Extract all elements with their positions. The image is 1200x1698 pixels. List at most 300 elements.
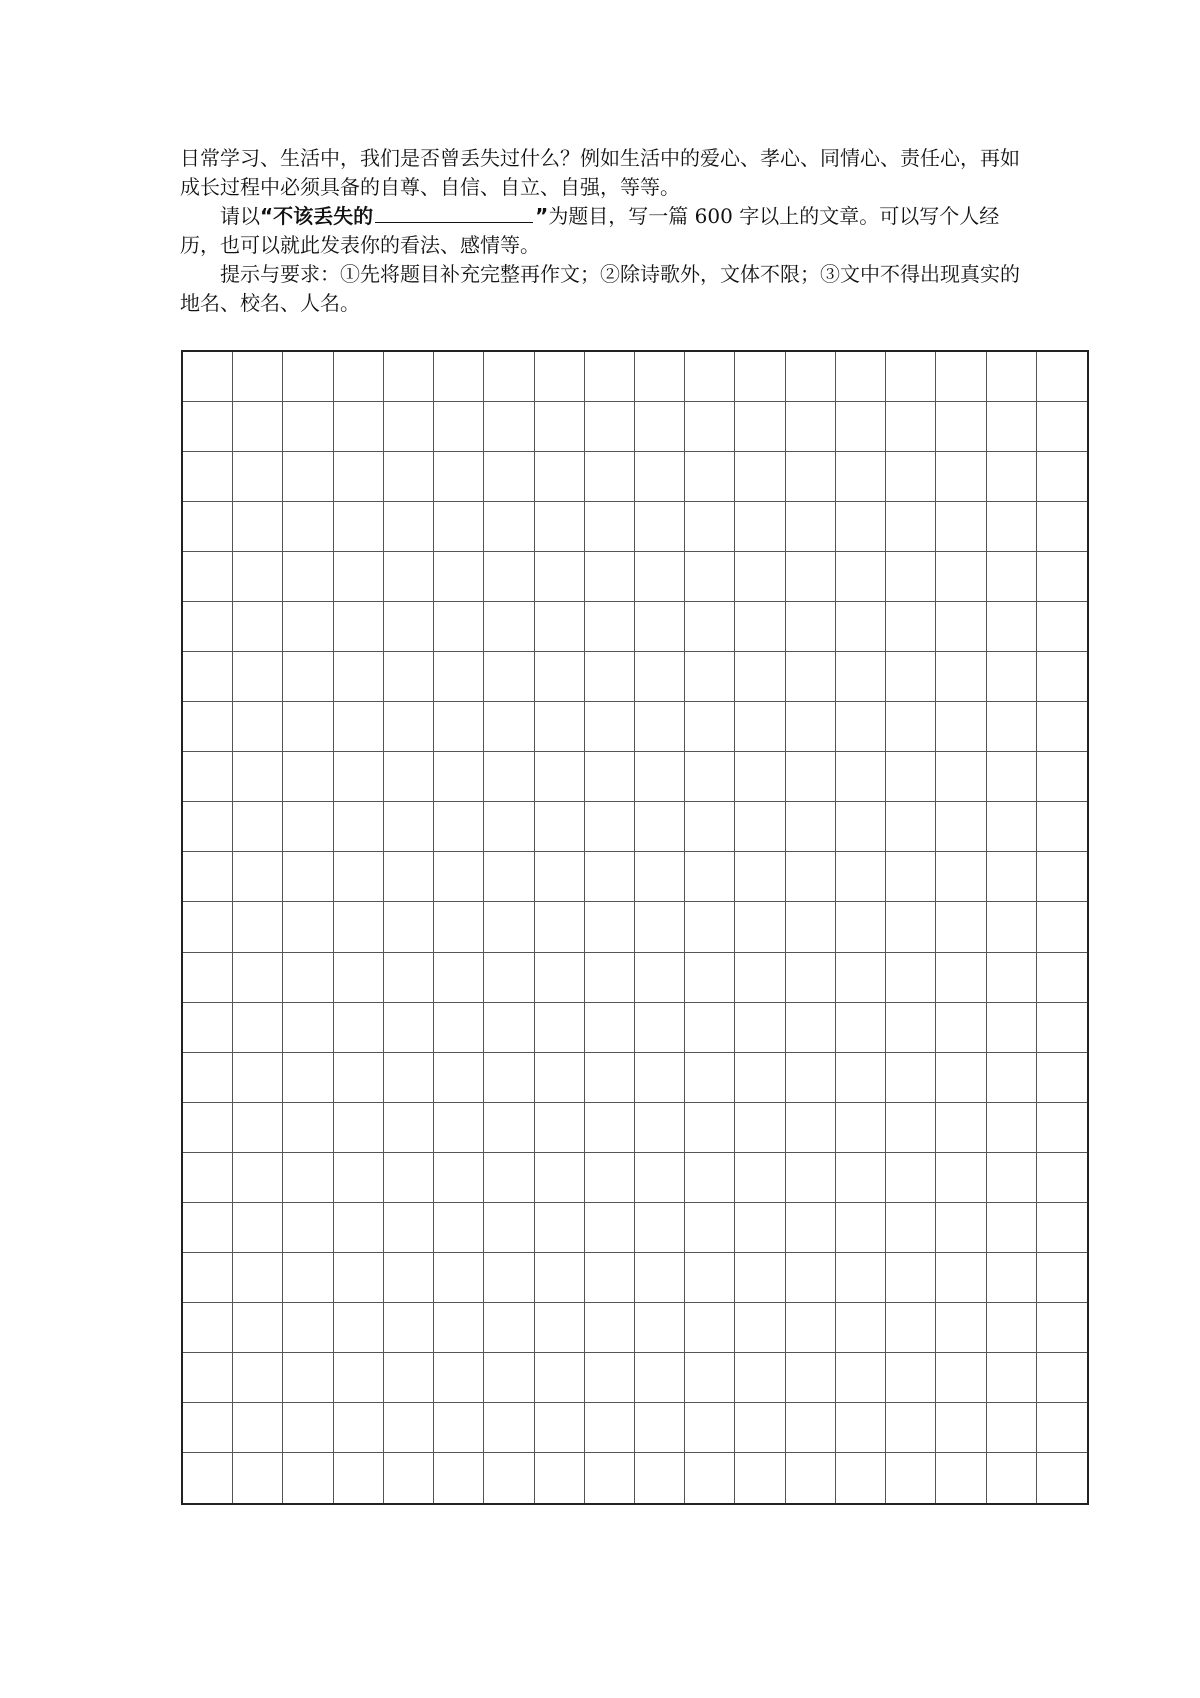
grid-cell[interactable] bbox=[685, 1453, 735, 1503]
grid-cell[interactable] bbox=[384, 552, 434, 602]
grid-cell[interactable] bbox=[283, 552, 333, 602]
grid-cell[interactable] bbox=[635, 552, 685, 602]
grid-cell[interactable] bbox=[836, 602, 886, 652]
grid-cell[interactable] bbox=[685, 953, 735, 1003]
grid-cell[interactable] bbox=[936, 1003, 986, 1053]
grid-cell[interactable] bbox=[585, 502, 635, 552]
grid-cell[interactable] bbox=[283, 1253, 333, 1303]
grid-cell[interactable] bbox=[786, 1053, 836, 1103]
grid-cell[interactable] bbox=[987, 452, 1037, 502]
grid-cell[interactable] bbox=[786, 1203, 836, 1253]
grid-cell[interactable] bbox=[987, 352, 1037, 402]
grid-cell[interactable] bbox=[334, 953, 384, 1003]
grid-cell[interactable] bbox=[535, 652, 585, 702]
grid-cell[interactable] bbox=[1037, 902, 1087, 952]
grid-cell[interactable] bbox=[434, 602, 484, 652]
grid-cell[interactable] bbox=[635, 1153, 685, 1203]
grid-cell[interactable] bbox=[233, 352, 283, 402]
grid-cell[interactable] bbox=[434, 652, 484, 702]
grid-cell[interactable] bbox=[886, 953, 936, 1003]
grid-cell[interactable] bbox=[384, 1353, 434, 1403]
grid-cell[interactable] bbox=[936, 802, 986, 852]
grid-cell[interactable] bbox=[685, 852, 735, 902]
grid-cell[interactable] bbox=[283, 1303, 333, 1353]
grid-cell[interactable] bbox=[585, 1003, 635, 1053]
grid-cell[interactable] bbox=[1037, 1203, 1087, 1253]
grid-cell[interactable] bbox=[334, 602, 384, 652]
grid-cell[interactable] bbox=[283, 1053, 333, 1103]
grid-cell[interactable] bbox=[685, 1203, 735, 1253]
grid-cell[interactable] bbox=[585, 1153, 635, 1203]
grid-cell[interactable] bbox=[183, 1253, 233, 1303]
grid-cell[interactable] bbox=[936, 1453, 986, 1503]
grid-cell[interactable] bbox=[886, 1003, 936, 1053]
grid-cell[interactable] bbox=[535, 1453, 585, 1503]
grid-cell[interactable] bbox=[585, 852, 635, 902]
grid-cell[interactable] bbox=[535, 502, 585, 552]
grid-cell[interactable] bbox=[936, 1403, 986, 1453]
grid-cell[interactable] bbox=[635, 452, 685, 502]
grid-cell[interactable] bbox=[786, 1253, 836, 1303]
grid-cell[interactable] bbox=[233, 1153, 283, 1203]
grid-cell[interactable] bbox=[535, 852, 585, 902]
grid-cell[interactable] bbox=[434, 1403, 484, 1453]
grid-cell[interactable] bbox=[1037, 1053, 1087, 1103]
grid-cell[interactable] bbox=[434, 1253, 484, 1303]
grid-cell[interactable] bbox=[384, 1053, 434, 1103]
grid-cell[interactable] bbox=[635, 1253, 685, 1303]
grid-cell[interactable] bbox=[1037, 552, 1087, 602]
grid-cell[interactable] bbox=[987, 1353, 1037, 1403]
grid-cell[interactable] bbox=[535, 552, 585, 602]
grid-cell[interactable] bbox=[334, 702, 384, 752]
grid-cell[interactable] bbox=[535, 1053, 585, 1103]
grid-cell[interactable] bbox=[635, 402, 685, 452]
grid-cell[interactable] bbox=[484, 702, 534, 752]
grid-cell[interactable] bbox=[635, 1103, 685, 1153]
grid-cell[interactable] bbox=[233, 1353, 283, 1403]
grid-cell[interactable] bbox=[685, 652, 735, 702]
grid-cell[interactable] bbox=[786, 402, 836, 452]
grid-cell[interactable] bbox=[283, 702, 333, 752]
grid-cell[interactable] bbox=[635, 1203, 685, 1253]
grid-cell[interactable] bbox=[535, 902, 585, 952]
grid-cell[interactable] bbox=[535, 1003, 585, 1053]
grid-cell[interactable] bbox=[434, 402, 484, 452]
grid-cell[interactable] bbox=[233, 602, 283, 652]
grid-cell[interactable] bbox=[283, 502, 333, 552]
grid-cell[interactable] bbox=[836, 452, 886, 502]
grid-cell[interactable] bbox=[484, 452, 534, 502]
grid-cell[interactable] bbox=[484, 352, 534, 402]
grid-cell[interactable] bbox=[886, 1403, 936, 1453]
grid-cell[interactable] bbox=[685, 902, 735, 952]
title-blank-line[interactable] bbox=[375, 204, 533, 223]
grid-cell[interactable] bbox=[635, 702, 685, 752]
grid-cell[interactable] bbox=[987, 1303, 1037, 1353]
grid-cell[interactable] bbox=[484, 1203, 534, 1253]
grid-cell[interactable] bbox=[886, 402, 936, 452]
grid-cell[interactable] bbox=[334, 502, 384, 552]
grid-cell[interactable] bbox=[434, 1103, 484, 1153]
grid-cell[interactable] bbox=[987, 1003, 1037, 1053]
grid-cell[interactable] bbox=[535, 1203, 585, 1253]
grid-cell[interactable] bbox=[183, 1303, 233, 1353]
grid-cell[interactable] bbox=[987, 953, 1037, 1003]
grid-cell[interactable] bbox=[334, 752, 384, 802]
grid-cell[interactable] bbox=[685, 702, 735, 752]
grid-cell[interactable] bbox=[735, 852, 785, 902]
grid-cell[interactable] bbox=[183, 602, 233, 652]
grid-cell[interactable] bbox=[786, 1003, 836, 1053]
grid-cell[interactable] bbox=[735, 953, 785, 1003]
grid-cell[interactable] bbox=[1037, 1103, 1087, 1153]
grid-cell[interactable] bbox=[1037, 502, 1087, 552]
grid-cell[interactable] bbox=[585, 602, 635, 652]
grid-cell[interactable] bbox=[484, 802, 534, 852]
grid-cell[interactable] bbox=[1037, 1353, 1087, 1403]
grid-cell[interactable] bbox=[886, 1103, 936, 1153]
grid-cell[interactable] bbox=[1037, 702, 1087, 752]
grid-cell[interactable] bbox=[183, 1403, 233, 1453]
grid-cell[interactable] bbox=[936, 352, 986, 402]
grid-cell[interactable] bbox=[786, 752, 836, 802]
grid-cell[interactable] bbox=[334, 552, 384, 602]
grid-cell[interactable] bbox=[886, 602, 936, 652]
grid-cell[interactable] bbox=[836, 902, 886, 952]
grid-cell[interactable] bbox=[786, 1303, 836, 1353]
grid-cell[interactable] bbox=[585, 902, 635, 952]
grid-cell[interactable] bbox=[635, 802, 685, 852]
grid-cell[interactable] bbox=[1037, 1453, 1087, 1503]
grid-cell[interactable] bbox=[484, 1153, 534, 1203]
grid-cell[interactable] bbox=[1037, 752, 1087, 802]
grid-cell[interactable] bbox=[384, 452, 434, 502]
grid-cell[interactable] bbox=[384, 702, 434, 752]
grid-cell[interactable] bbox=[535, 953, 585, 1003]
grid-cell[interactable] bbox=[484, 1403, 534, 1453]
grid-cell[interactable] bbox=[735, 402, 785, 452]
grid-cell[interactable] bbox=[735, 1353, 785, 1403]
grid-cell[interactable] bbox=[484, 902, 534, 952]
grid-cell[interactable] bbox=[233, 752, 283, 802]
grid-cell[interactable] bbox=[233, 953, 283, 1003]
grid-cell[interactable] bbox=[987, 502, 1037, 552]
grid-cell[interactable] bbox=[936, 1203, 986, 1253]
grid-cell[interactable] bbox=[585, 1453, 635, 1503]
grid-cell[interactable] bbox=[434, 902, 484, 952]
grid-cell[interactable] bbox=[886, 1053, 936, 1103]
grid-cell[interactable] bbox=[886, 502, 936, 552]
grid-cell[interactable] bbox=[434, 1003, 484, 1053]
grid-cell[interactable] bbox=[283, 1353, 333, 1403]
grid-cell[interactable] bbox=[585, 1203, 635, 1253]
grid-cell[interactable] bbox=[183, 502, 233, 552]
grid-cell[interactable] bbox=[786, 802, 836, 852]
grid-cell[interactable] bbox=[836, 802, 886, 852]
grid-cell[interactable] bbox=[384, 502, 434, 552]
grid-cell[interactable] bbox=[987, 852, 1037, 902]
grid-cell[interactable] bbox=[987, 1253, 1037, 1303]
grid-cell[interactable] bbox=[786, 1453, 836, 1503]
grid-cell[interactable] bbox=[334, 1453, 384, 1503]
grid-cell[interactable] bbox=[836, 1153, 886, 1203]
grid-cell[interactable] bbox=[233, 1253, 283, 1303]
grid-cell[interactable] bbox=[1037, 1003, 1087, 1053]
grid-cell[interactable] bbox=[735, 1253, 785, 1303]
grid-cell[interactable] bbox=[886, 1153, 936, 1203]
grid-cell[interactable] bbox=[233, 402, 283, 452]
grid-cell[interactable] bbox=[384, 802, 434, 852]
grid-cell[interactable] bbox=[384, 752, 434, 802]
grid-cell[interactable] bbox=[635, 1003, 685, 1053]
grid-cell[interactable] bbox=[585, 1103, 635, 1153]
grid-cell[interactable] bbox=[786, 552, 836, 602]
grid-cell[interactable] bbox=[283, 652, 333, 702]
grid-cell[interactable] bbox=[283, 1153, 333, 1203]
grid-cell[interactable] bbox=[233, 1403, 283, 1453]
grid-cell[interactable] bbox=[685, 502, 735, 552]
grid-cell[interactable] bbox=[1037, 1253, 1087, 1303]
grid-cell[interactable] bbox=[585, 1303, 635, 1353]
grid-cell[interactable] bbox=[886, 1303, 936, 1353]
grid-cell[interactable] bbox=[585, 652, 635, 702]
grid-cell[interactable] bbox=[786, 652, 836, 702]
grid-cell[interactable] bbox=[384, 902, 434, 952]
grid-cell[interactable] bbox=[283, 352, 333, 402]
grid-cell[interactable] bbox=[434, 502, 484, 552]
grid-cell[interactable] bbox=[987, 652, 1037, 702]
grid-cell[interactable] bbox=[585, 552, 635, 602]
grid-cell[interactable] bbox=[685, 1003, 735, 1053]
grid-cell[interactable] bbox=[735, 1153, 785, 1203]
grid-cell[interactable] bbox=[585, 802, 635, 852]
grid-cell[interactable] bbox=[183, 852, 233, 902]
grid-cell[interactable] bbox=[233, 1053, 283, 1103]
grid-cell[interactable] bbox=[434, 1303, 484, 1353]
grid-cell[interactable] bbox=[585, 752, 635, 802]
grid-cell[interactable] bbox=[836, 1453, 886, 1503]
grid-cell[interactable] bbox=[685, 1253, 735, 1303]
grid-cell[interactable] bbox=[283, 452, 333, 502]
grid-cell[interactable] bbox=[987, 1203, 1037, 1253]
grid-cell[interactable] bbox=[635, 502, 685, 552]
grid-cell[interactable] bbox=[283, 1403, 333, 1453]
grid-cell[interactable] bbox=[334, 1153, 384, 1203]
grid-cell[interactable] bbox=[183, 902, 233, 952]
grid-cell[interactable] bbox=[535, 352, 585, 402]
grid-cell[interactable] bbox=[685, 1153, 735, 1203]
grid-cell[interactable] bbox=[886, 652, 936, 702]
grid-cell[interactable] bbox=[183, 752, 233, 802]
grid-cell[interactable] bbox=[283, 852, 333, 902]
grid-cell[interactable] bbox=[334, 1253, 384, 1303]
grid-cell[interactable] bbox=[936, 1153, 986, 1203]
grid-cell[interactable] bbox=[384, 1003, 434, 1053]
grid-cell[interactable] bbox=[183, 1103, 233, 1153]
grid-cell[interactable] bbox=[1037, 402, 1087, 452]
grid-cell[interactable] bbox=[836, 953, 886, 1003]
grid-cell[interactable] bbox=[735, 552, 785, 602]
grid-cell[interactable] bbox=[685, 602, 735, 652]
grid-cell[interactable] bbox=[585, 953, 635, 1003]
grid-cell[interactable] bbox=[183, 1353, 233, 1403]
grid-cell[interactable] bbox=[283, 1003, 333, 1053]
grid-cell[interactable] bbox=[836, 1353, 886, 1403]
grid-cell[interactable] bbox=[635, 652, 685, 702]
grid-cell[interactable] bbox=[987, 1153, 1037, 1203]
grid-cell[interactable] bbox=[735, 802, 785, 852]
grid-cell[interactable] bbox=[484, 602, 534, 652]
grid-cell[interactable] bbox=[1037, 953, 1087, 1003]
grid-cell[interactable] bbox=[987, 1453, 1037, 1503]
grid-cell[interactable] bbox=[484, 1053, 534, 1103]
grid-cell[interactable] bbox=[434, 953, 484, 1003]
grid-cell[interactable] bbox=[535, 702, 585, 752]
grid-cell[interactable] bbox=[434, 352, 484, 402]
grid-cell[interactable] bbox=[334, 352, 384, 402]
grid-cell[interactable] bbox=[936, 502, 986, 552]
grid-cell[interactable] bbox=[936, 1303, 986, 1353]
grid-cell[interactable] bbox=[334, 1403, 384, 1453]
grid-cell[interactable] bbox=[535, 1353, 585, 1403]
grid-cell[interactable] bbox=[685, 1303, 735, 1353]
grid-cell[interactable] bbox=[585, 1353, 635, 1403]
grid-cell[interactable] bbox=[535, 1103, 585, 1153]
grid-cell[interactable] bbox=[535, 402, 585, 452]
grid-cell[interactable] bbox=[886, 1253, 936, 1303]
grid-cell[interactable] bbox=[334, 1203, 384, 1253]
grid-cell[interactable] bbox=[384, 1403, 434, 1453]
grid-cell[interactable] bbox=[936, 852, 986, 902]
grid-cell[interactable] bbox=[635, 1353, 685, 1403]
grid-cell[interactable] bbox=[384, 1253, 434, 1303]
grid-cell[interactable] bbox=[535, 802, 585, 852]
grid-cell[interactable] bbox=[434, 1353, 484, 1403]
grid-cell[interactable] bbox=[836, 1053, 886, 1103]
grid-cell[interactable] bbox=[685, 352, 735, 402]
grid-cell[interactable] bbox=[183, 452, 233, 502]
grid-cell[interactable] bbox=[786, 352, 836, 402]
grid-cell[interactable] bbox=[1037, 852, 1087, 902]
grid-cell[interactable] bbox=[283, 402, 333, 452]
grid-cell[interactable] bbox=[535, 1153, 585, 1203]
grid-cell[interactable] bbox=[886, 352, 936, 402]
grid-cell[interactable] bbox=[233, 652, 283, 702]
grid-cell[interactable] bbox=[233, 802, 283, 852]
grid-cell[interactable] bbox=[1037, 352, 1087, 402]
grid-cell[interactable] bbox=[1037, 452, 1087, 502]
grid-cell[interactable] bbox=[535, 602, 585, 652]
grid-cell[interactable] bbox=[535, 1253, 585, 1303]
grid-cell[interactable] bbox=[635, 1403, 685, 1453]
grid-cell[interactable] bbox=[735, 452, 785, 502]
grid-cell[interactable] bbox=[1037, 802, 1087, 852]
grid-cell[interactable] bbox=[334, 852, 384, 902]
grid-cell[interactable] bbox=[484, 852, 534, 902]
grid-cell[interactable] bbox=[183, 1003, 233, 1053]
grid-cell[interactable] bbox=[936, 652, 986, 702]
grid-cell[interactable] bbox=[434, 802, 484, 852]
grid-cell[interactable] bbox=[936, 602, 986, 652]
grid-cell[interactable] bbox=[585, 402, 635, 452]
grid-cell[interactable] bbox=[233, 502, 283, 552]
grid-cell[interactable] bbox=[384, 602, 434, 652]
grid-cell[interactable] bbox=[836, 502, 886, 552]
grid-cell[interactable] bbox=[786, 1153, 836, 1203]
grid-cell[interactable] bbox=[535, 1303, 585, 1353]
grid-cell[interactable] bbox=[786, 502, 836, 552]
grid-cell[interactable] bbox=[635, 602, 685, 652]
grid-cell[interactable] bbox=[283, 902, 333, 952]
grid-cell[interactable] bbox=[936, 1103, 986, 1153]
grid-cell[interactable] bbox=[283, 1453, 333, 1503]
grid-cell[interactable] bbox=[183, 552, 233, 602]
grid-cell[interactable] bbox=[635, 852, 685, 902]
grid-cell[interactable] bbox=[334, 1303, 384, 1353]
grid-cell[interactable] bbox=[635, 902, 685, 952]
grid-cell[interactable] bbox=[936, 902, 986, 952]
grid-cell[interactable] bbox=[735, 1103, 785, 1153]
grid-cell[interactable] bbox=[685, 1103, 735, 1153]
grid-cell[interactable] bbox=[987, 1053, 1037, 1103]
grid-cell[interactable] bbox=[685, 802, 735, 852]
grid-cell[interactable] bbox=[1037, 652, 1087, 702]
grid-cell[interactable] bbox=[484, 1353, 534, 1403]
grid-cell[interactable] bbox=[384, 1103, 434, 1153]
grid-cell[interactable] bbox=[233, 1453, 283, 1503]
grid-cell[interactable] bbox=[484, 652, 534, 702]
grid-cell[interactable] bbox=[585, 702, 635, 752]
grid-cell[interactable] bbox=[936, 953, 986, 1003]
grid-cell[interactable] bbox=[786, 953, 836, 1003]
grid-cell[interactable] bbox=[585, 1053, 635, 1103]
grid-cell[interactable] bbox=[786, 452, 836, 502]
grid-cell[interactable] bbox=[585, 1403, 635, 1453]
grid-cell[interactable] bbox=[635, 1303, 685, 1353]
grid-cell[interactable] bbox=[384, 402, 434, 452]
grid-cell[interactable] bbox=[735, 652, 785, 702]
grid-cell[interactable] bbox=[434, 452, 484, 502]
grid-cell[interactable] bbox=[334, 652, 384, 702]
grid-cell[interactable] bbox=[936, 1253, 986, 1303]
grid-cell[interactable] bbox=[886, 752, 936, 802]
grid-cell[interactable] bbox=[484, 1253, 534, 1303]
grid-cell[interactable] bbox=[886, 1453, 936, 1503]
grid-cell[interactable] bbox=[836, 352, 886, 402]
grid-cell[interactable] bbox=[635, 953, 685, 1003]
grid-cell[interactable] bbox=[786, 902, 836, 952]
grid-cell[interactable] bbox=[183, 953, 233, 1003]
grid-cell[interactable] bbox=[484, 1003, 534, 1053]
grid-cell[interactable] bbox=[183, 802, 233, 852]
grid-cell[interactable] bbox=[434, 1053, 484, 1103]
grid-cell[interactable] bbox=[384, 852, 434, 902]
grid-cell[interactable] bbox=[836, 752, 886, 802]
grid-cell[interactable] bbox=[183, 402, 233, 452]
grid-cell[interactable] bbox=[434, 852, 484, 902]
grid-cell[interactable] bbox=[183, 1203, 233, 1253]
grid-cell[interactable] bbox=[836, 1253, 886, 1303]
grid-cell[interactable] bbox=[484, 752, 534, 802]
grid-cell[interactable] bbox=[233, 1303, 283, 1353]
grid-cell[interactable] bbox=[334, 1053, 384, 1103]
grid-cell[interactable] bbox=[886, 452, 936, 502]
grid-cell[interactable] bbox=[735, 1053, 785, 1103]
grid-cell[interactable] bbox=[735, 602, 785, 652]
grid-cell[interactable] bbox=[384, 352, 434, 402]
grid-cell[interactable] bbox=[585, 352, 635, 402]
